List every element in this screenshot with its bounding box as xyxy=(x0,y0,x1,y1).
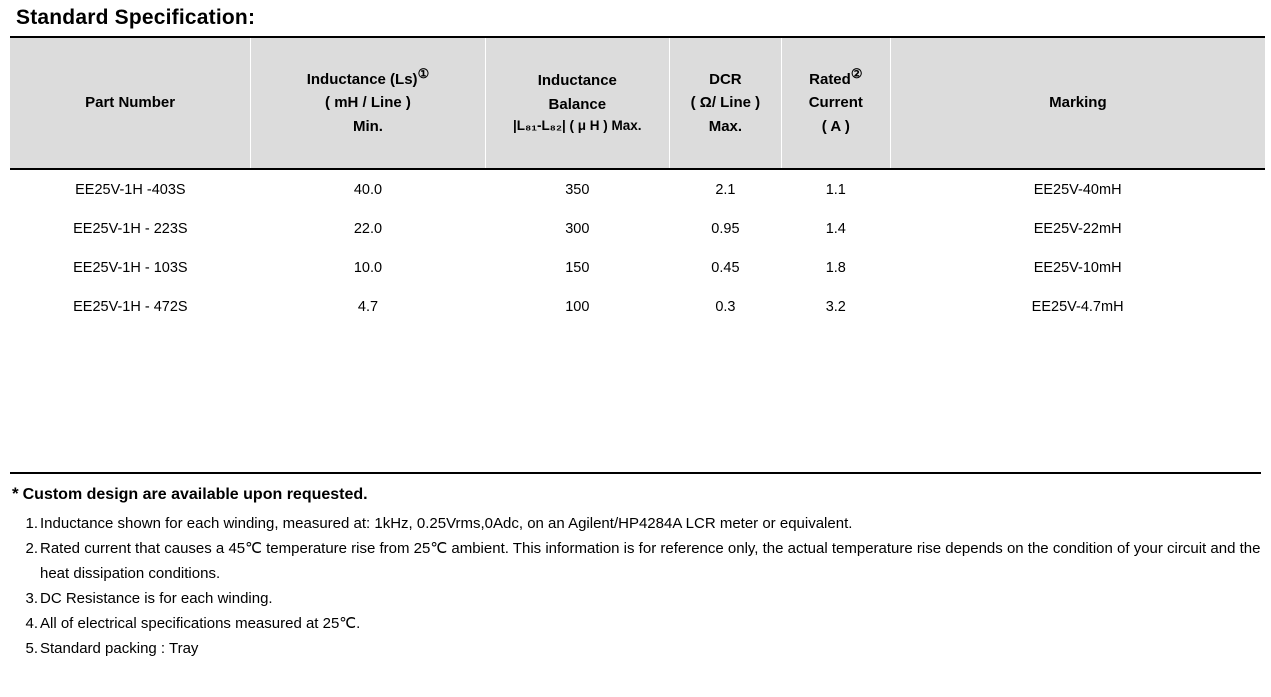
specification-page xyxy=(0,6,1271,697)
list-item xyxy=(10,512,1261,536)
cell-inductance: 40.0 xyxy=(251,169,485,209)
list-item xyxy=(10,587,1261,611)
cell-dcr: 0.45 xyxy=(669,248,781,287)
cell-part-number: EE25V-1H -403S xyxy=(10,169,251,209)
footer-notes xyxy=(10,474,1261,663)
column-header-rated-current xyxy=(781,37,890,169)
note-text: Rated current that causes a 45℃ temperature rise from 25℃ ambient. This information is for reference only, the actual temperature rise depends on the condition of your circuit and the heat dissipation conditions. xyxy=(40,540,1261,582)
note-number: 2. xyxy=(25,540,38,558)
footnote-marker-2: ② xyxy=(850,66,863,82)
header-line: Min. xyxy=(352,117,383,135)
header-line: Current xyxy=(808,94,863,112)
list-item xyxy=(10,637,1261,661)
cell-balance: 100 xyxy=(485,287,669,326)
specification-table xyxy=(10,36,1265,326)
footnote-marker-1: ① xyxy=(417,66,430,82)
table-row xyxy=(10,287,1265,326)
note-text: Inductance shown for each winding, measured at: 1kHz, 0.25Vrms,0Adc, on an Agilent/HP4284A LCR meter or equivalent. xyxy=(40,515,853,532)
custom-design-text: Custom design are available upon requested. xyxy=(22,486,368,503)
cell-balance: 350 xyxy=(485,169,669,209)
asterisk-icon: * xyxy=(12,484,19,503)
cell-dcr: 0.3 xyxy=(669,287,781,326)
cell-rated-current: 3.2 xyxy=(781,287,890,326)
note-number: 3. xyxy=(25,589,38,607)
column-header-part-number xyxy=(10,37,251,169)
header-line: Inductance (Ls)① xyxy=(306,66,430,89)
column-header-inductance-balance xyxy=(485,37,669,169)
column-header-marking xyxy=(890,37,1265,169)
cell-marking: EE25V-40mH xyxy=(890,169,1265,209)
header-line: Balance xyxy=(548,95,607,113)
notes-list xyxy=(10,512,1261,662)
header-line: |L₈₁-L₈₂| ( μ H ) Max. xyxy=(513,117,642,133)
cell-marking: EE25V-22mH xyxy=(890,209,1265,248)
cell-marking: EE25V-10mH xyxy=(890,248,1265,287)
cell-rated-current: 1.1 xyxy=(781,169,890,209)
cell-part-number: EE25V-1H - 472S xyxy=(10,287,251,326)
header-line: Part Number xyxy=(85,94,176,112)
cell-dcr: 2.1 xyxy=(669,169,781,209)
column-header-inductance-ls xyxy=(251,37,485,169)
cell-inductance: 10.0 xyxy=(251,248,485,287)
header-line: ( Ω/ Line ) xyxy=(690,94,761,112)
list-item xyxy=(10,537,1261,586)
table-row xyxy=(10,169,1265,209)
header-line: ( A ) xyxy=(821,117,850,135)
table-row xyxy=(10,209,1265,248)
table-header xyxy=(10,37,1265,169)
cell-inductance: 4.7 xyxy=(251,287,485,326)
header-line: ( mH / Line ) xyxy=(325,94,411,112)
header-line: Max. xyxy=(708,117,743,135)
page-title: Standard Specification: xyxy=(16,6,256,29)
note-number: 4. xyxy=(25,615,38,633)
cell-balance: 150 xyxy=(485,248,669,287)
header-line: Marking xyxy=(1049,94,1107,112)
cell-dcr: 0.95 xyxy=(669,209,781,248)
custom-design-note xyxy=(12,484,1261,504)
header-line: Inductance xyxy=(537,72,617,90)
cell-part-number: EE25V-1H - 103S xyxy=(10,248,251,287)
note-text: Standard packing : Tray xyxy=(40,640,199,658)
list-item xyxy=(10,612,1261,636)
table-row xyxy=(10,248,1265,287)
header-row xyxy=(10,37,1265,169)
cell-balance: 300 xyxy=(485,209,669,248)
note-number: 5. xyxy=(25,640,38,658)
header-line: DCR xyxy=(709,71,742,89)
header-line: Rated② xyxy=(809,66,863,89)
note-text: DC Resistance is for each winding. xyxy=(40,589,273,607)
note-number: 1. xyxy=(25,515,38,532)
cell-rated-current: 1.8 xyxy=(781,248,890,287)
cell-rated-current: 1.4 xyxy=(781,209,890,248)
note-text: All of electrical specifications measured at 25℃. xyxy=(40,615,361,633)
cell-inductance: 22.0 xyxy=(251,209,485,248)
cell-part-number: EE25V-1H - 223S xyxy=(10,209,251,248)
column-header-dcr xyxy=(669,37,781,169)
table-body xyxy=(10,169,1265,326)
cell-marking: EE25V-4.7mH xyxy=(890,287,1265,326)
